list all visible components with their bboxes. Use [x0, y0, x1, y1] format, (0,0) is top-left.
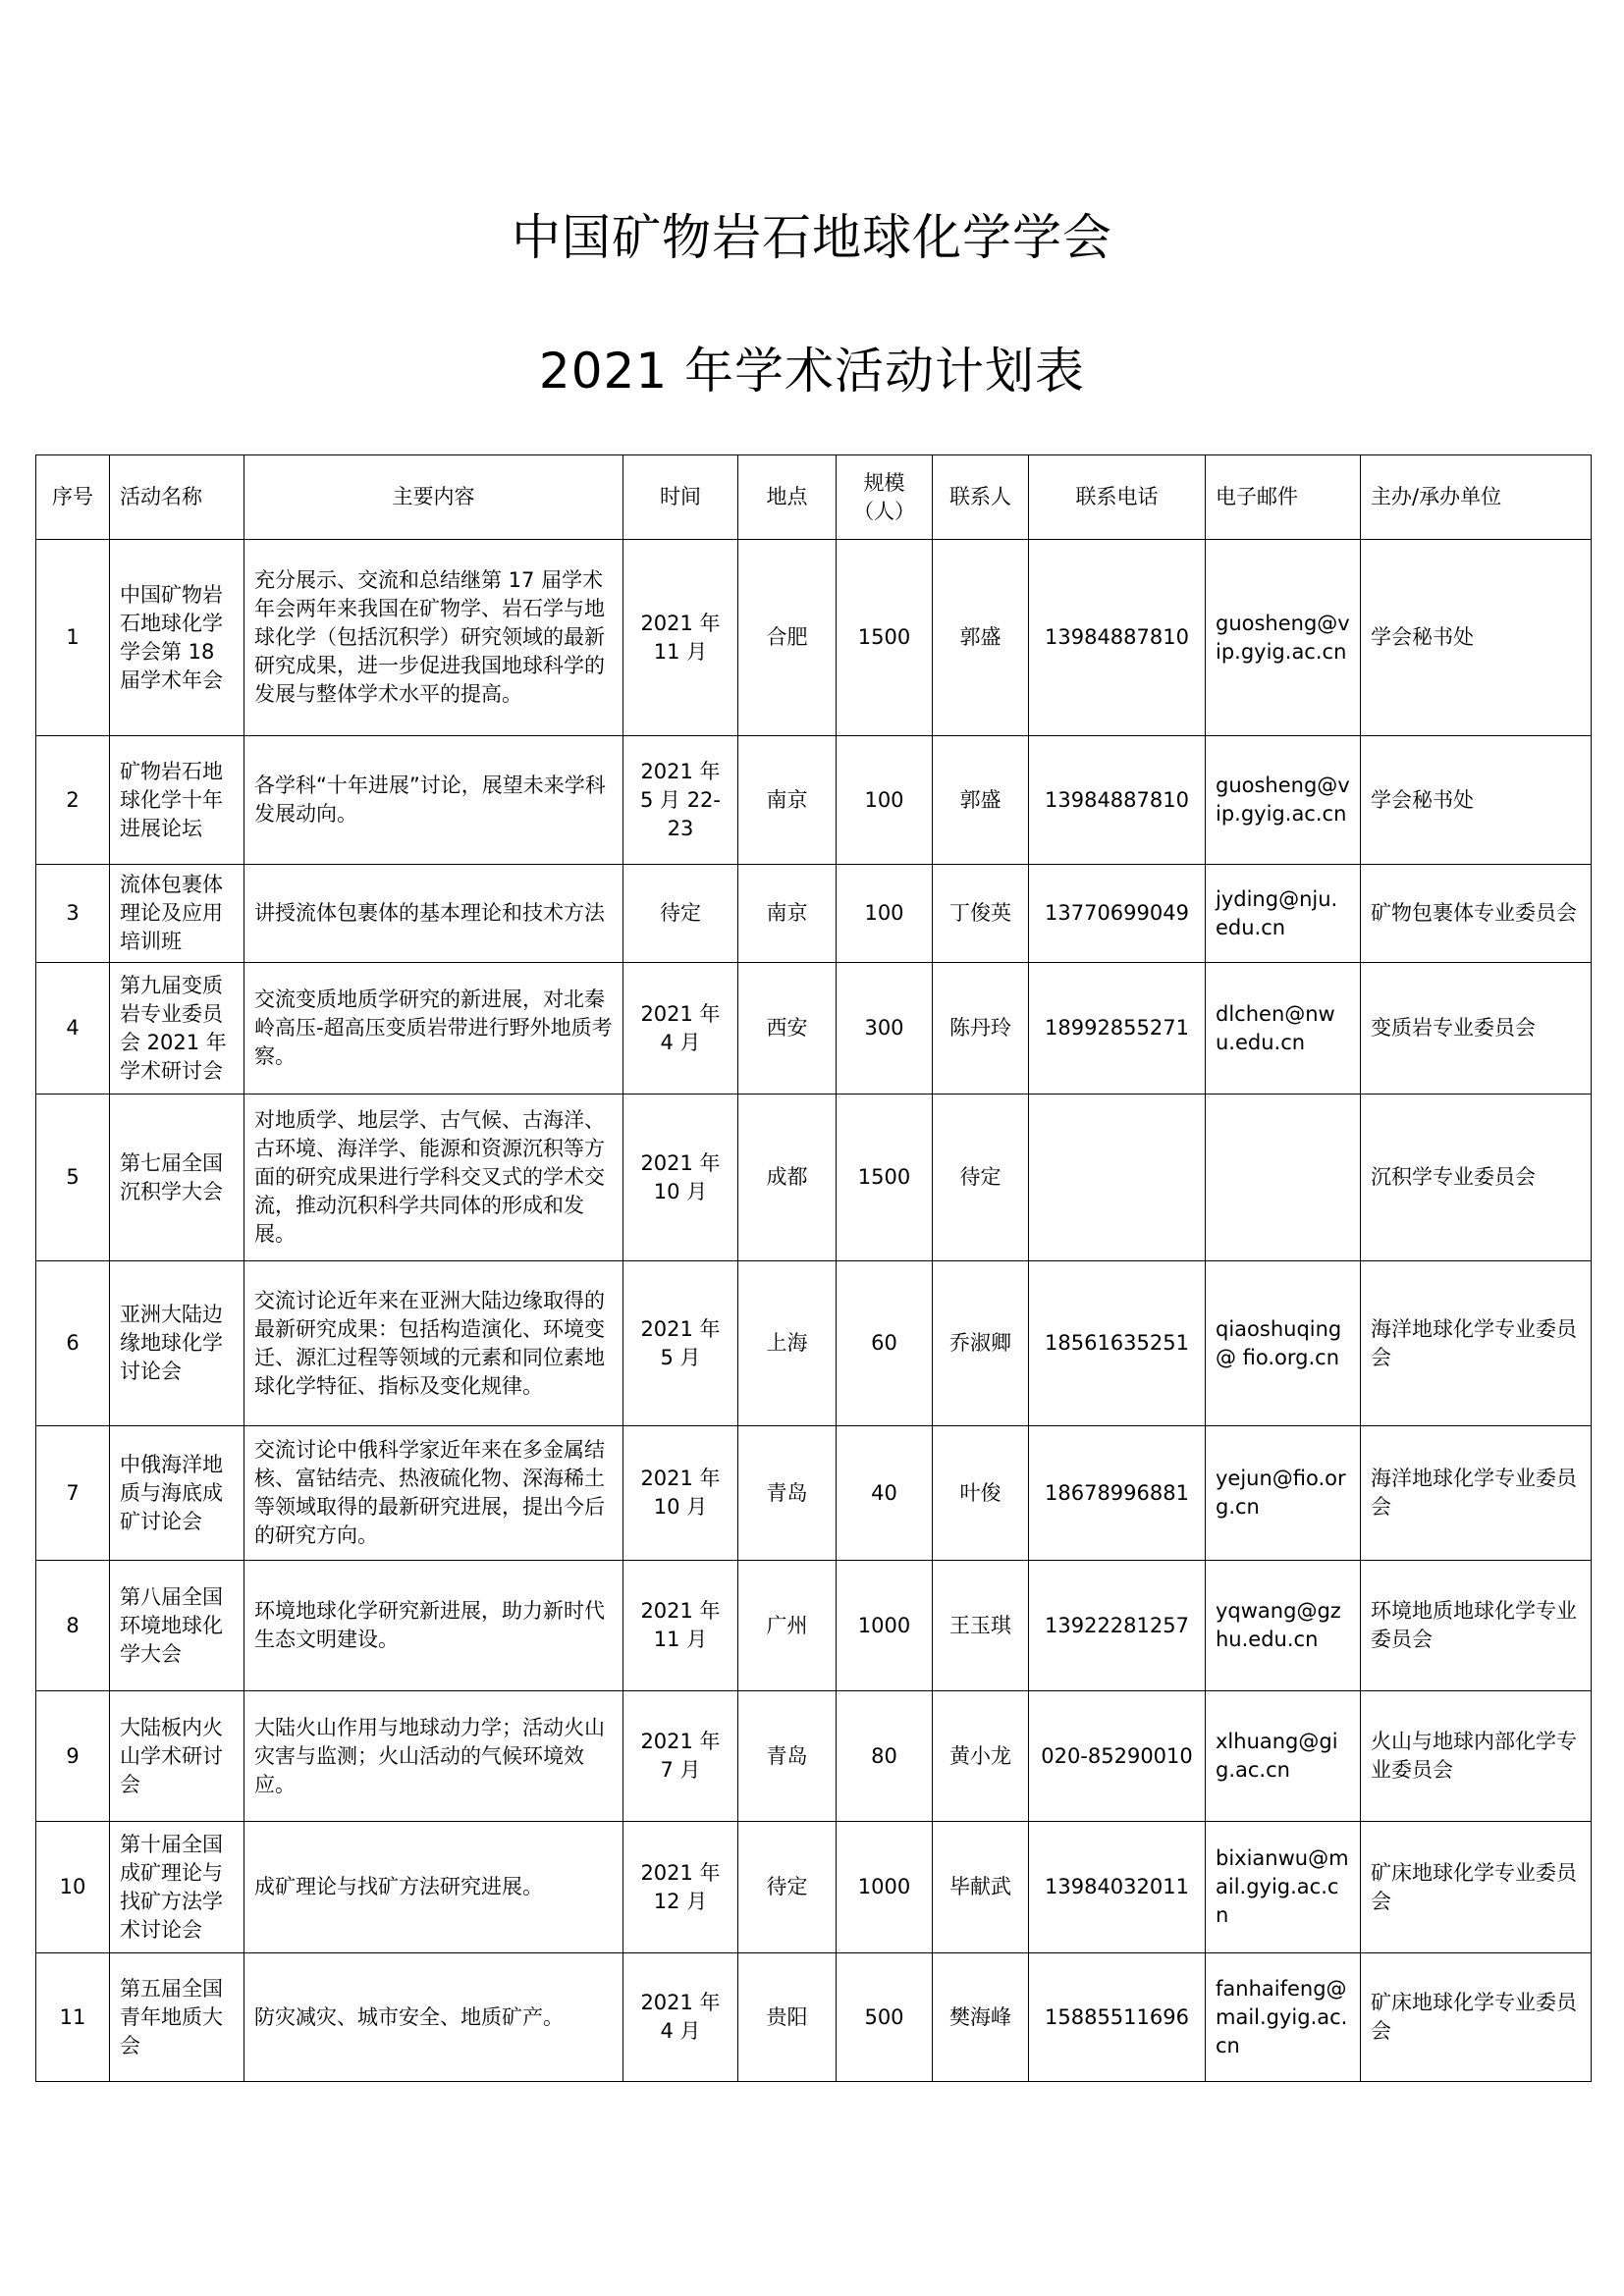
table-row — [36, 1691, 1592, 1822]
cell-phone — [1029, 1095, 1206, 1261]
cell-contact: 叶俊 — [933, 1426, 1029, 1561]
cell-contact: 樊海峰 — [933, 1953, 1029, 2082]
table-row — [36, 540, 1592, 736]
header-organizer: 主办/承办单位 — [1361, 455, 1592, 540]
cell-no: 6 — [36, 1261, 110, 1426]
table-row — [36, 963, 1592, 1095]
header-scale: 规模（人） — [837, 455, 933, 540]
header-place: 地点 — [738, 455, 837, 540]
cell-content: 交流讨论中俄科学家近年来在多金属结核、富钴结壳、热液硫化物、深海稀土等领域取得的最新研究进展，提出今后的研究方向。 — [244, 1426, 623, 1561]
cell-phone: 13984032011 — [1029, 1822, 1206, 1953]
cell-content: 讲授流体包裹体的基本理论和技术方法 — [244, 865, 623, 963]
cell-content: 充分展示、交流和总结继第 17 届学术年会两年来我国在矿物学、岩石学与地球化学（包括沉积学）研究领域的最新研究成果，进一步促进我国地球科学的发展与整体学术水平的提高。 — [244, 540, 623, 736]
cell-organizer: 变质岩专业委员会 — [1361, 963, 1592, 1095]
header-name: 活动名称 — [110, 455, 244, 540]
table-row — [36, 1953, 1592, 2082]
cell-place: 青岛 — [738, 1691, 837, 1822]
header-phone: 联系电话 — [1029, 455, 1206, 540]
cell-contact: 待定 — [933, 1095, 1029, 1261]
cell-name: 第九届变质岩专业委员会 2021 年学术研讨会 — [110, 963, 244, 1095]
cell-time: 2021 年 5 月 22-23 — [623, 736, 738, 865]
cell-email: yejun@fio.org.cn — [1206, 1426, 1361, 1561]
cell-place: 南京 — [738, 865, 837, 963]
cell-organizer: 火山与地球内部化学专业委员会 — [1361, 1691, 1592, 1822]
cell-content: 防灾减灾、城市安全、地质矿产。 — [244, 1953, 623, 2082]
cell-contact: 毕献武 — [933, 1822, 1029, 1953]
cell-time: 2021 年 5 月 — [623, 1261, 738, 1426]
cell-organizer: 矿床地球化学专业委员会 — [1361, 1822, 1592, 1953]
cell-time: 2021 年 12 月 — [623, 1822, 738, 1953]
cell-time: 待定 — [623, 865, 738, 963]
cell-scale: 40 — [837, 1426, 933, 1561]
cell-scale: 1000 — [837, 1822, 933, 1953]
header-content: 主要内容 — [244, 455, 623, 540]
table-row — [36, 865, 1592, 963]
cell-no: 9 — [36, 1691, 110, 1822]
cell-email: guosheng@vip.gyig.ac.cn — [1206, 736, 1361, 865]
cell-phone: 13922281257 — [1029, 1561, 1206, 1691]
cell-place: 合肥 — [738, 540, 837, 736]
cell-no: 8 — [36, 1561, 110, 1691]
cell-scale: 1500 — [837, 1095, 933, 1261]
cell-name: 大陆板内火山学术研讨会 — [110, 1691, 244, 1822]
cell-time: 2021 年 4 月 — [623, 1953, 738, 2082]
cell-email: qiaoshuqing@ fio.org.cn — [1206, 1261, 1361, 1426]
cell-phone: 13984887810 — [1029, 540, 1206, 736]
cell-no: 5 — [36, 1095, 110, 1261]
cell-email: xlhuang@gig.ac.cn — [1206, 1691, 1361, 1822]
table-row — [36, 1426, 1592, 1561]
cell-name: 中国矿物岩石地球化学学会第 18 届学术年会 — [110, 540, 244, 736]
cell-scale: 60 — [837, 1261, 933, 1426]
cell-contact: 陈丹玲 — [933, 963, 1029, 1095]
cell-contact: 郭盛 — [933, 736, 1029, 865]
table-header-row — [36, 455, 1592, 540]
header-email: 电子邮件 — [1206, 455, 1361, 540]
table-row — [36, 736, 1592, 865]
cell-place: 成都 — [738, 1095, 837, 1261]
cell-name: 中俄海洋地质与海底成矿讨论会 — [110, 1426, 244, 1561]
cell-no: 1 — [36, 540, 110, 736]
cell-email — [1206, 1095, 1361, 1261]
cell-no: 7 — [36, 1426, 110, 1561]
cell-no: 11 — [36, 1953, 110, 2082]
cell-time: 2021 年 10 月 — [623, 1426, 738, 1561]
cell-email: dlchen@nwu.edu.cn — [1206, 963, 1361, 1095]
cell-organizer: 学会秘书处 — [1361, 540, 1592, 736]
cell-content: 环境地球化学研究新进展，助力新时代生态文明建设。 — [244, 1561, 623, 1691]
cell-phone: 18678996881 — [1029, 1426, 1206, 1561]
header-no: 序号 — [36, 455, 110, 540]
cell-no: 10 — [36, 1822, 110, 1953]
cell-email: fanhaifeng@mail.gyig.ac.cn — [1206, 1953, 1361, 2082]
cell-no: 4 — [36, 963, 110, 1095]
cell-scale: 100 — [837, 736, 933, 865]
cell-content: 交流变质地质学研究的新进展，对北秦岭高压-超高压变质岩带进行野外地质考察。 — [244, 963, 623, 1095]
cell-organizer: 矿物包裹体专业委员会 — [1361, 865, 1592, 963]
cell-email: yqwang@gzhu.edu.cn — [1206, 1561, 1361, 1691]
cell-organizer: 环境地质地球化学专业委员会 — [1361, 1561, 1592, 1691]
cell-scale: 300 — [837, 963, 933, 1095]
table-row — [36, 1561, 1592, 1691]
cell-place: 西安 — [738, 963, 837, 1095]
table-row — [36, 1261, 1592, 1426]
cell-organizer: 沉积学专业委员会 — [1361, 1095, 1592, 1261]
cell-place: 上海 — [738, 1261, 837, 1426]
cell-phone: 13770699049 — [1029, 865, 1206, 963]
cell-organizer: 海洋地球化学专业委员会 — [1361, 1261, 1592, 1426]
document-subtitle: 2021 年学术活动计划表 — [538, 343, 1086, 400]
cell-name: 第五届全国青年地质大会 — [110, 1953, 244, 2082]
cell-place: 南京 — [738, 736, 837, 865]
cell-phone: 15885511696 — [1029, 1953, 1206, 2082]
cell-contact: 王玉琪 — [933, 1561, 1029, 1691]
cell-name: 第八届全国环境地球化学大会 — [110, 1561, 244, 1691]
cell-name: 第十届全国成矿理论与找矿方法学术讨论会 — [110, 1822, 244, 1953]
cell-time: 2021 年 11 月 — [623, 540, 738, 736]
cell-name: 亚洲大陆边缘地球化学讨论会 — [110, 1261, 244, 1426]
cell-no: 2 — [36, 736, 110, 865]
cell-email: jyding@nju.edu.cn — [1206, 865, 1361, 963]
cell-time: 2021 年 10 月 — [623, 1095, 738, 1261]
table-row — [36, 1822, 1592, 1953]
activity-plan-table — [35, 454, 1592, 2082]
cell-scale: 500 — [837, 1953, 933, 2082]
cell-name: 流体包裹体理论及应用培训班 — [110, 865, 244, 963]
cell-place: 广州 — [738, 1561, 837, 1691]
cell-name: 第七届全国沉积学大会 — [110, 1095, 244, 1261]
cell-content: 各学科“十年进展”讨论，展望未来学科发展动向。 — [244, 736, 623, 865]
cell-phone: 18992855271 — [1029, 963, 1206, 1095]
cell-time: 2021 年 11 月 — [623, 1561, 738, 1691]
cell-scale: 1000 — [837, 1561, 933, 1691]
cell-scale: 80 — [837, 1691, 933, 1822]
cell-contact: 郭盛 — [933, 540, 1029, 736]
cell-content: 交流讨论近年来在亚洲大陆边缘取得的最新研究成果：包括构造演化、环境变迁、源汇过程等领域的元素和同位素地球化学特征、指标及变化规律。 — [244, 1261, 623, 1426]
cell-organizer: 学会秘书处 — [1361, 736, 1592, 865]
cell-content: 大陆火山作用与地球动力学；活动火山灾害与监测；火山活动的气候环境效应。 — [244, 1691, 623, 1822]
cell-organizer: 矿床地球化学专业委员会 — [1361, 1953, 1592, 2082]
cell-no: 3 — [36, 865, 110, 963]
cell-phone: 18561635251 — [1029, 1261, 1206, 1426]
cell-place: 贵阳 — [738, 1953, 837, 2082]
cell-scale: 100 — [837, 865, 933, 963]
cell-scale: 1500 — [837, 540, 933, 736]
cell-time: 2021 年 4 月 — [623, 963, 738, 1095]
cell-place: 待定 — [738, 1822, 837, 1953]
table-body — [36, 540, 1592, 2082]
cell-contact: 黄小龙 — [933, 1691, 1029, 1822]
cell-content: 成矿理论与找矿方法研究进展。 — [244, 1822, 623, 1953]
cell-email: guosheng@vip.gyig.ac.cn — [1206, 540, 1361, 736]
cell-organizer: 海洋地球化学专业委员会 — [1361, 1426, 1592, 1561]
cell-name: 矿物岩石地球化学十年进展论坛 — [110, 736, 244, 865]
cell-contact: 乔淑卿 — [933, 1261, 1029, 1426]
cell-phone: 13984887810 — [1029, 736, 1206, 865]
cell-phone: 020-85290010 — [1029, 1691, 1206, 1822]
header-contact: 联系人 — [933, 455, 1029, 540]
table-row — [36, 1095, 1592, 1261]
document-title: 中国矿物岩石地球化学学会 — [512, 209, 1112, 266]
header-time: 时间 — [623, 455, 738, 540]
cell-email: bixianwu@mail.gyig.ac.cn — [1206, 1822, 1361, 1953]
cell-place: 青岛 — [738, 1426, 837, 1561]
cell-contact: 丁俊英 — [933, 865, 1029, 963]
cell-time: 2021 年 7 月 — [623, 1691, 738, 1822]
cell-content: 对地质学、地层学、古气候、古海洋、古环境、海洋学、能源和资源沉积等方面的研究成果进行学科交叉式的学术交流，推动沉积科学共同体的形成和发展。 — [244, 1095, 623, 1261]
